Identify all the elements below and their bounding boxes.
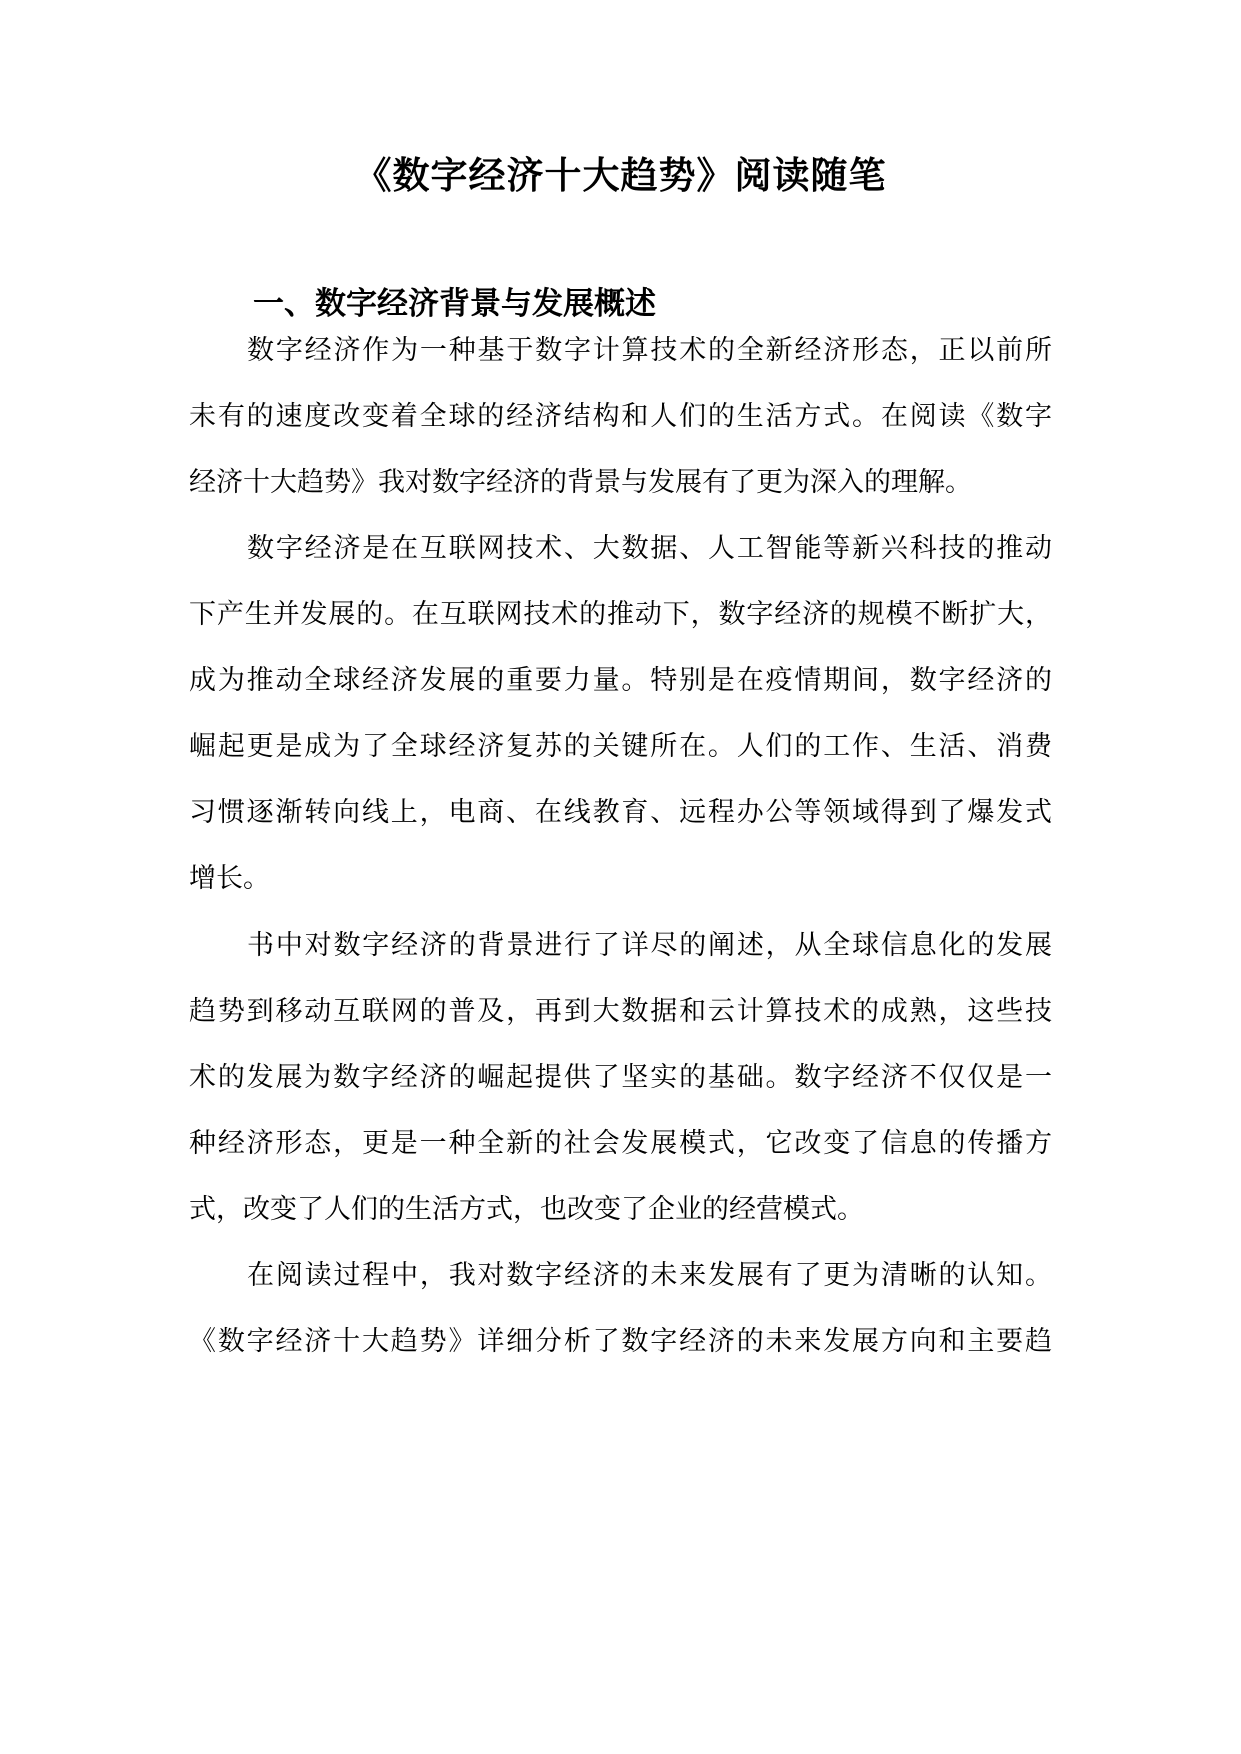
paragraph-line: 《数字经济十大趋势》详细分析了数字经济的未来发展方向和主要趋 <box>189 1326 1052 1357</box>
paragraph-line: 成为推动全球经济发展的重要力量。特别是在疫情期间，数字经济的 <box>189 665 1052 696</box>
paragraph-line: 经济十大趋势》我对数字经济的背景与发展有了更为深入的理解。 <box>189 467 972 498</box>
paragraph-line: 术的发展为数字经济的崛起提供了坚实的基础。数字经济不仅仅是一 <box>189 1062 1052 1093</box>
paragraph-line: 种经济形态，更是一种全新的社会发展模式，它改变了信息的传播方 <box>189 1128 1052 1159</box>
paragraph-line: 下产生并发展的。在互联网技术的推动下，数字经济的规模不断扩大， <box>189 599 1052 630</box>
paragraph-line: 书中对数字经济的背景进行了详尽的阐述，从全球信息化的发展 <box>247 930 1052 961</box>
document-title: 《数字经济十大趋势》阅读随笔 <box>354 153 887 197</box>
paragraph-line: 在阅读过程中，我对数字经济的未来发展有了更为清晰的认知。 <box>247 1260 1052 1291</box>
paragraph-line: 趋势到移动互联网的普及，再到大数据和云计算技术的成熟，这些技 <box>189 996 1052 1027</box>
paragraph-line: 增长。 <box>189 863 270 894</box>
paragraph-line: 式，改变了人们的生活方式，也改变了企业的经营模式。 <box>189 1194 864 1225</box>
paragraph-line: 习惯逐渐转向线上，电商、在线教育、远程办公等领域得到了爆发式 <box>189 797 1052 828</box>
paragraph-line: 数字经济作为一种基于数字计算技术的全新经济形态，正以前所 <box>247 335 1052 366</box>
paragraph-line: 未有的速度改变着全球的经济结构和人们的生活方式。在阅读《数字 <box>189 401 1052 432</box>
paragraph-line: 崛起更是成为了全球经济复苏的关键所在。人们的工作、生活、消费 <box>189 731 1052 762</box>
paragraph-line: 数字经济是在互联网技术、大数据、人工智能等新兴科技的推动 <box>247 533 1052 564</box>
section-heading: 一、数字经济背景与发展概述 <box>253 286 656 322</box>
